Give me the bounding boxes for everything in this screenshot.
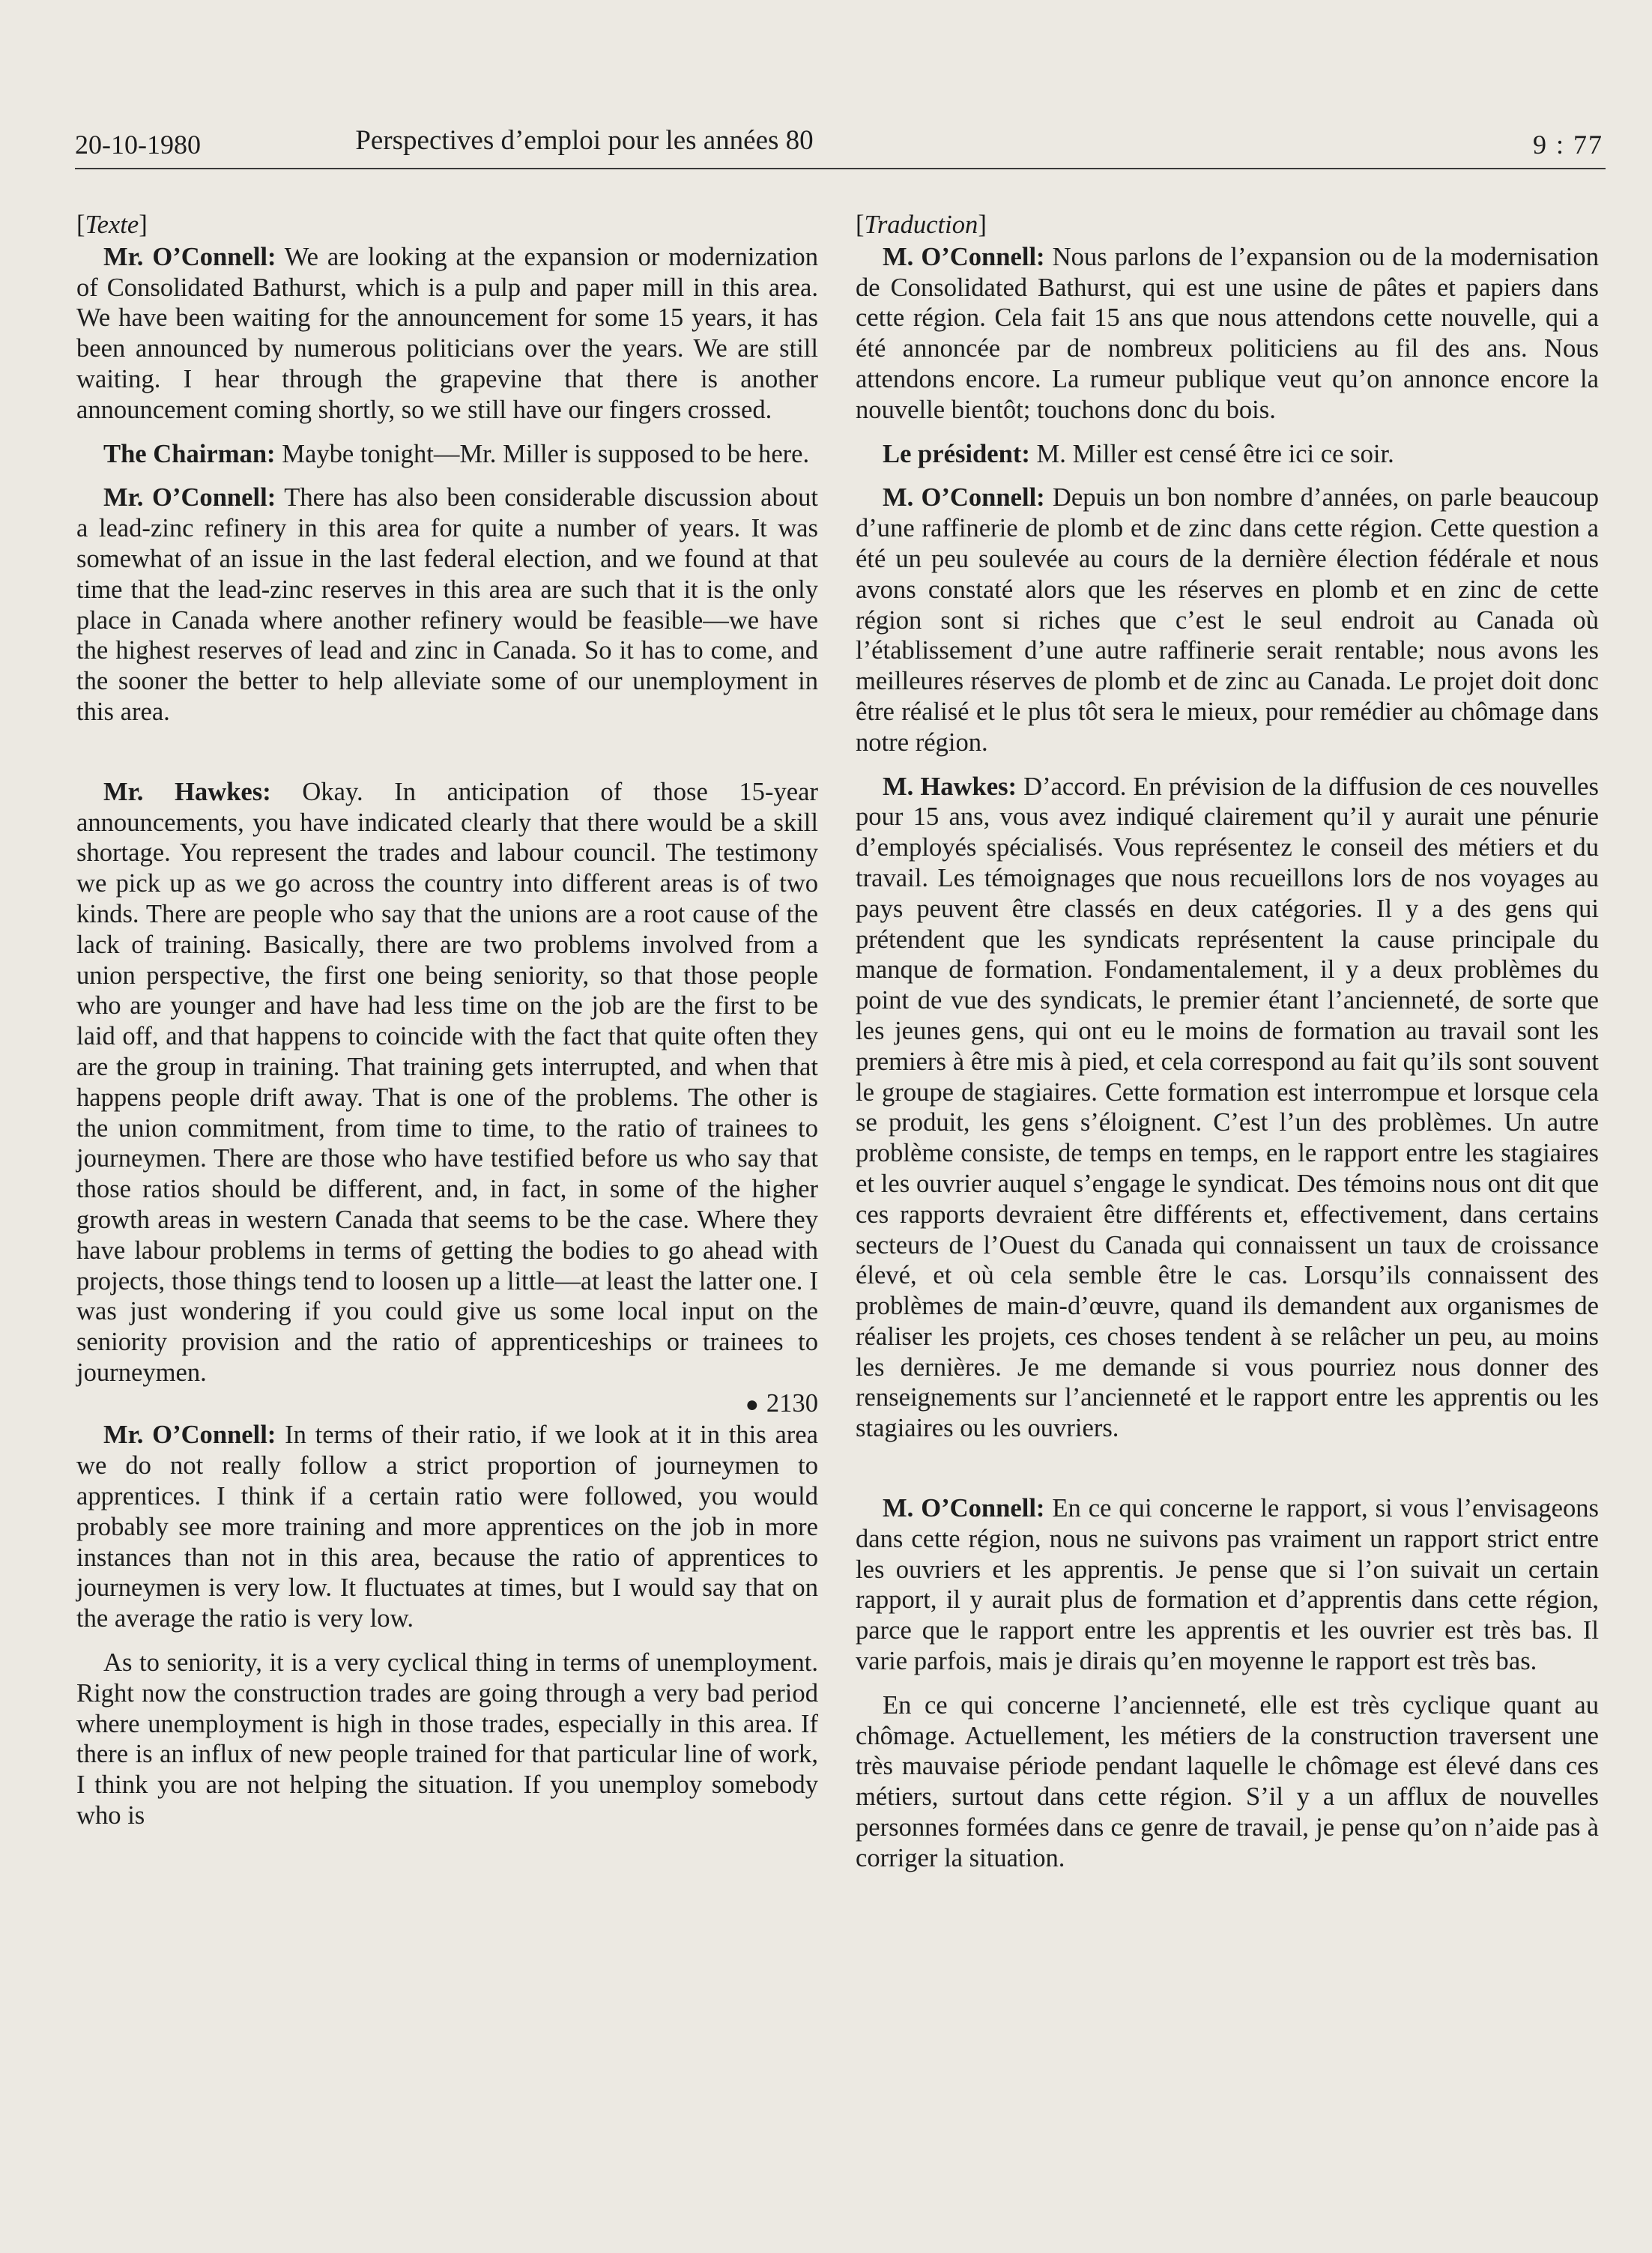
section-tag-label: Texte xyxy=(85,211,139,239)
paragraph xyxy=(856,242,1599,426)
speaker: M. O’Connell: xyxy=(883,1494,1045,1523)
paragraph-text: Nous parlons de l’expansion ou de la modernisation de Consolidated Bathurst, qui est une usine de pâtes et papiers dans cette région. Cela fait 15 ans que nous attendons cette nouvelle, qui a été annoncée par de nombreux politiciens au fil des ans. Nous attendons encore. La rumeur publique veut qu’on annonce encore la nouvelle bientôt; touchons donc du bois. xyxy=(856,242,1599,424)
paragraph-text: Okay. In anticipation of those 15-year announcements, you have indicated clearly that there would be a skill shortage. You represent the trades and labour council. The testimony we pick up as we go across the country into different areas is of two kinds. There are people who say that the unions are a root cause of the lack of training. Basically, there are two problems involved from a union perspective, the first one being seniority, so that those people who are younger and have had less time on the job are the first to be laid off, and that happens to coincide with the fact that quite often they are the group in training. That training gets interrupted, and when that happens people drift away. That is one of the problems. The other is the union commitment, from time to time, to the ratio of trainees to journeymen. There are those who have testified before us who say that those ratios should be different, and, in fact, in some of the higher growth areas in western Canada that seems to be the case. Where they have labour problems in terms of getting the bodies to go ahead with projects, those things tend to loosen up a little—at least the latter one. I was just wondering if you could give us some local input on the seniority provision and the ratio of apprenticeships or trainees to journeymen. xyxy=(76,777,818,1387)
paragraph-text: Maybe tonight—Mr. Miller is supposed to be here. xyxy=(275,439,810,468)
speaker: Le président: xyxy=(883,439,1030,468)
paragraph xyxy=(856,1493,1599,1677)
speaker: Mr. O’Connell: xyxy=(103,1421,276,1450)
time-marker xyxy=(76,1388,818,1421)
paragraph xyxy=(76,439,818,470)
paragraph-text: D’accord. En prévision de la diffusion de ces nouvelles pour 15 ans, vous avez indiqué clairement qu’il y aurait une pénurie d’employés spécialisés. Vous représentez le conseil des métiers et du travail. Les témoignages que nous recueillons lors de nos voyages au pays peuvent être classés en deux catégories. Il y a des gens qui prétendent que les syndicats représentent la cause principale du manque de formation. Fondamentalement, il y a deux problèmes du point de vue des syndicats, le premier étant l’ancienneté, de sorte que les jeunes gens, qui ont eu le moins de formation au travail sont les premiers à être mis à pied, et cela correspond au fait qu’ils sont souvent le groupe de stagiaires. Cette formation est interrompue et lorsque cela se produit, les gens s’éloignent. C’est l’un des problèmes. Un autre problème consiste, de temps en temps, en le rapport entre les stagiaires et les ouvrier auquel s’engage le syndicat. Des témoins nous ont dit que ces rapports devraient être différents et, effectivement, dans certains secteurs de l’Ouest du Canada qui connaissent un taux de croissance élevé, et où cela semble être le cas. Lorsqu’ils connaissent des problèmes de main-d’œuvre, quand ils demandent aux organismes de réaliser les projets, ces choses tendent à se relâcher un peu, au moins les dernières. Je me demande si vous pourriez nous donner des renseignements sur l’ancienneté et le rapport entre les apprentis ou les stagiaires ou les ouvriers. xyxy=(856,772,1599,1443)
speaker: M. O’Connell: xyxy=(883,483,1045,512)
english-column xyxy=(76,210,818,1831)
paragraph-text: En ce qui concerne l’ancienneté, elle est très cyclique quant au chômage. Actuellement, les métiers de la construction traversent une très mauvaise période pendant laquelle le chômage est élevé dans ces métiers, surtout dans cette région. S’il y a un afflux de nouvelles personnes formées dans ce genre de travail, je pense qu’on n’aide pas à corriger la situation. xyxy=(856,1690,1599,1872)
paragraph-text: We are looking at the expansion or modernization of Consolidated Bathurst, which is a pulp and paper mill in this area. We have been waiting for the announcement for some 15 years, it has been announced by numerous politicians over the years. We are still waiting. I hear through the grapevine that there is another announcement coming shortly, so we still have our fingers crossed. xyxy=(76,242,818,424)
paragraph-text: En ce qui concerne le rapport, si vous l’envisageons dans cette région, nous ne suivons pas vraiment un rapport strict entre les ouvriers et les apprentis. Je pense que si l’on suivait un certain rapport, il y aurait plus de formation et d’apprentis dans cette région, parce que le rapport entre les apprentis et les ouvrier est très bas. Il varie parfois, mais je dirais qu’en moyenne le rapport est très bas. xyxy=(856,1494,1599,1676)
speaker: M. O’Connell: xyxy=(883,242,1045,271)
header-page-number: 9 : 77 xyxy=(1532,130,1603,160)
paragraph xyxy=(856,1690,1599,1874)
paragraph xyxy=(856,772,1599,1445)
french-column xyxy=(856,210,1599,1874)
header-date: 20-10-1980 xyxy=(75,130,201,160)
paragraph xyxy=(856,439,1599,470)
speaker: The Chairman: xyxy=(103,439,276,468)
paragraph xyxy=(76,1420,818,1634)
paragraph-text: In terms of their ratio, if we look at it in this area we do not really follow a strict proportion of journeymen to apprentices. I think if a certain ratio were followed, you would probably see more training and more apprentices on the job in more instances than not in this area, because the ratio of apprentices to journeymen is very low. It fluctuates at times, but I would say that on the average the ratio is very low. xyxy=(76,1421,818,1633)
section-tag-traduction: [Traduction] xyxy=(856,211,987,239)
paragraph xyxy=(76,483,818,727)
speaker: M. Hawkes: xyxy=(883,772,1017,801)
paragraph xyxy=(856,483,1599,757)
section-tag-label: Traduction xyxy=(864,211,978,239)
paragraph-text: As to seniority, it is a very cyclical thing in terms of unemployment. Right now the construction trades are going through a very bad period where unemployment is high in those trades, especially in this area. If there is an influx of new people trained for that particular line of work, I think you are not helping the situation. If you unemploy somebody who is xyxy=(76,1648,818,1830)
paragraph-text: There has also been considerable discussion about a lead-zinc refinery in this area for quite a number of years. It was somewhat of an issue in the last federal election, and we found at that time that the lead-zinc reserves in this area are such that it is the only place in Canada where another refinery would be feasible—we have the highest reserves of lead and zinc in Canada. So it has to come, and the sooner the better to help alleviate some of our unemployment in this area. xyxy=(76,483,818,726)
paragraph-text: M. Miller est censé être ici ce soir. xyxy=(1029,439,1394,468)
section-tag-texte: [Texte] xyxy=(76,211,148,239)
time-marker-value: 2130 xyxy=(766,1388,818,1418)
paragraph xyxy=(76,242,818,426)
paragraph-text: Depuis un bon nombre d’années, on parle beaucoup d’une raffinerie de plomb et de zinc dans cette région. Cette question a été un peu soulevée au cours de la dernière élection fédérale et nous avons constaté alors que les réserves en plomb et en zinc de cette région sont si riches que c’est le seul endroit au Canada où l’établissement d’une autre raffinerie serait rentable; nous avons les meilleures réserves de plomb et de zinc au Canada. Le projet doit donc être réalisé et le plus tôt sera le mieux, pour remédier au chômage dans notre région. xyxy=(856,483,1599,757)
speaker: Mr. O’Connell: xyxy=(103,483,276,512)
speaker: Mr. O’Connell: xyxy=(103,242,276,271)
paragraph xyxy=(76,777,818,1388)
page-header xyxy=(75,124,1603,169)
speaker: Mr. Hawkes: xyxy=(103,777,271,806)
header-rule xyxy=(75,168,1606,169)
paragraph xyxy=(76,1648,818,1831)
bullet-icon: ● xyxy=(745,1391,759,1417)
header-title-text: Perspectives d’emploi pour les années 80 xyxy=(355,125,814,156)
